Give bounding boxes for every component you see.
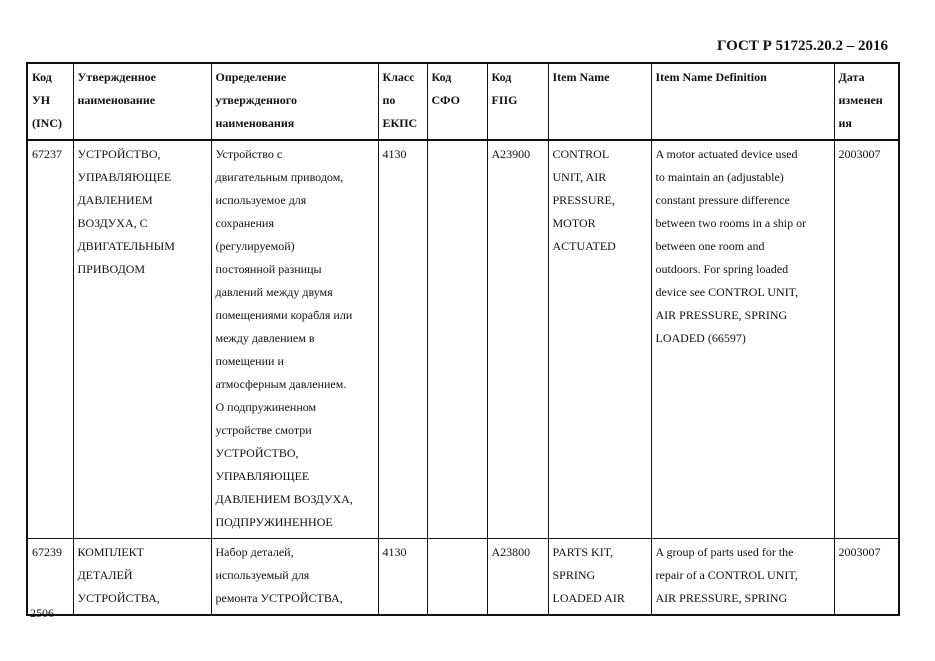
- column-header-date: [834, 63, 899, 140]
- cell-line: двигательным приводом,: [215, 170, 344, 184]
- cell-item-name: [548, 140, 651, 539]
- cell-sfo: [427, 539, 487, 616]
- header-line: Определение: [215, 70, 287, 84]
- cell-date: 2003007: [834, 140, 899, 539]
- header-line: изменен: [838, 93, 883, 107]
- cell-line: (регулируемой): [215, 239, 295, 253]
- cell-line: AIR PRESSURE, SPRING: [655, 308, 788, 322]
- cell-line: PRESSURE,: [552, 193, 615, 207]
- header-line: Item Name: [552, 70, 610, 84]
- cell-line: КОМПЛЕКТ: [77, 545, 145, 559]
- cell-line: A motor actuated device used: [655, 147, 798, 161]
- cell-definition: [211, 539, 378, 616]
- cell-line: помещениями корабля или: [215, 308, 353, 322]
- cell-line: device see CONTROL UNIT,: [655, 285, 799, 299]
- cell-line: ПРИВОДОМ: [77, 262, 146, 276]
- cell-line: УСТРОЙСТВА,: [77, 591, 160, 605]
- cell-item-def: [651, 140, 834, 539]
- cell-line: УСТРОЙСТВО,: [215, 446, 299, 460]
- cell-line: between two rooms in a ship or: [655, 216, 807, 230]
- header-line: наименования: [215, 116, 295, 130]
- column-header-fiig: [487, 63, 548, 140]
- column-header-inc: [27, 63, 73, 140]
- header-line: наименование: [77, 93, 156, 107]
- cell-line: LOADED (66597): [655, 331, 746, 345]
- cell-line: ПОДПРУЖИНЕННОЕ: [215, 515, 333, 529]
- header-line: ия: [838, 116, 852, 130]
- cell-fiig: A23900: [487, 140, 548, 539]
- cell-item-def: [651, 539, 834, 616]
- header-line: ЕКПС: [382, 116, 418, 130]
- cell-line: outdoors. For spring loaded: [655, 262, 789, 276]
- cell-line: A group of parts used for the: [655, 545, 794, 559]
- column-header-name: [73, 63, 211, 140]
- cell-line: ремонта УСТРОЙСТВА,: [215, 591, 343, 605]
- cell-inc: 67237: [27, 140, 73, 539]
- cell-name: [73, 140, 211, 539]
- cell-line: SPRING: [552, 568, 596, 582]
- column-header-definition: [211, 63, 378, 140]
- cell-line: to maintain an (adjustable): [655, 170, 784, 184]
- table-header-row: [27, 63, 899, 140]
- header-line: Дата: [838, 70, 865, 84]
- cell-line: ДАВЛЕНИЕМ ВОЗДУХА,: [215, 492, 353, 506]
- cell-line: устройстве смотри: [215, 423, 312, 437]
- header-line: Код: [32, 70, 52, 84]
- cell-line: UNIT, AIR: [552, 170, 607, 184]
- header-line: СФО: [431, 93, 460, 107]
- cell-date: 2003007: [834, 539, 899, 616]
- cell-line: MOTOR: [552, 216, 596, 230]
- cell-line: Устройство с: [215, 147, 283, 161]
- cell-name: [73, 539, 211, 616]
- cell-line: CONTROL: [552, 147, 610, 161]
- header-line: (INC): [32, 116, 62, 130]
- cell-line: помещении и: [215, 354, 284, 368]
- header-line: по: [382, 93, 396, 107]
- cell-line: постоянной разницы: [215, 262, 322, 276]
- document-id: ГОСТ Р 51725.20.2 – 2016: [716, 38, 888, 54]
- column-header-item-name: [548, 63, 651, 140]
- column-header-sfo: [427, 63, 487, 140]
- cell-line: УСТРОЙСТВО,: [77, 147, 161, 161]
- cell-line: AIR PRESSURE, SPRING: [655, 591, 788, 605]
- cell-line: PARTS KIT,: [552, 545, 614, 559]
- cell-line: Набор деталей,: [215, 545, 294, 559]
- cell-inc: 67239: [27, 539, 73, 616]
- cell-line: используемый для: [215, 568, 310, 582]
- header-line: Item Name Definition: [655, 70, 767, 84]
- cell-line: repair of a CONTROL UNIT,: [655, 568, 798, 582]
- cell-line: УПРАВЛЯЮЩЕЕ: [77, 170, 172, 184]
- cell-sfo: [427, 140, 487, 539]
- nomenclature-table: [26, 62, 900, 616]
- cell-ekps: 4130: [378, 140, 427, 539]
- cell-definition: [211, 140, 378, 539]
- column-header-item-def: [651, 63, 834, 140]
- cell-line: УПРАВЛЯЮЩЕЕ: [215, 469, 310, 483]
- cell-item-name: [548, 539, 651, 616]
- header-line: Код: [431, 70, 452, 84]
- cell-line: используемое для: [215, 193, 307, 207]
- cell-line: ДВИГАТЕЛЬНЫМ: [77, 239, 175, 253]
- cell-ekps: 4130: [378, 539, 427, 616]
- cell-line: ДАВЛЕНИЕМ: [77, 193, 153, 207]
- cell-line: between one room and: [655, 239, 765, 253]
- cell-line: LOADED AIR: [552, 591, 625, 605]
- cell-line: ДЕТАЛЕЙ: [77, 568, 133, 582]
- table-row: [27, 539, 899, 616]
- cell-line: constant pressure difference: [655, 193, 790, 207]
- header-line: Утвержденное: [77, 70, 156, 84]
- cell-line: сохранения: [215, 216, 274, 230]
- column-header-ekps: [378, 63, 427, 140]
- page-number: 2506: [30, 606, 54, 620]
- cell-line: давлений между двумя: [215, 285, 333, 299]
- header-line: утвержденного: [215, 93, 297, 107]
- cell-line: ВОЗДУХА, С: [77, 216, 148, 230]
- cell-fiig: A23800: [487, 539, 548, 616]
- header-line: FIIG: [491, 93, 518, 107]
- cell-line: О подпружиненном: [215, 400, 317, 414]
- table-row: [27, 140, 899, 539]
- cell-line: ACTUATED: [552, 239, 616, 253]
- cell-line: между давлением в: [215, 331, 315, 345]
- header-line: УН: [32, 93, 51, 107]
- header-line: Код: [491, 70, 512, 84]
- header-line: Класс: [382, 70, 415, 84]
- cell-line: атмосферным давлением.: [215, 377, 347, 391]
